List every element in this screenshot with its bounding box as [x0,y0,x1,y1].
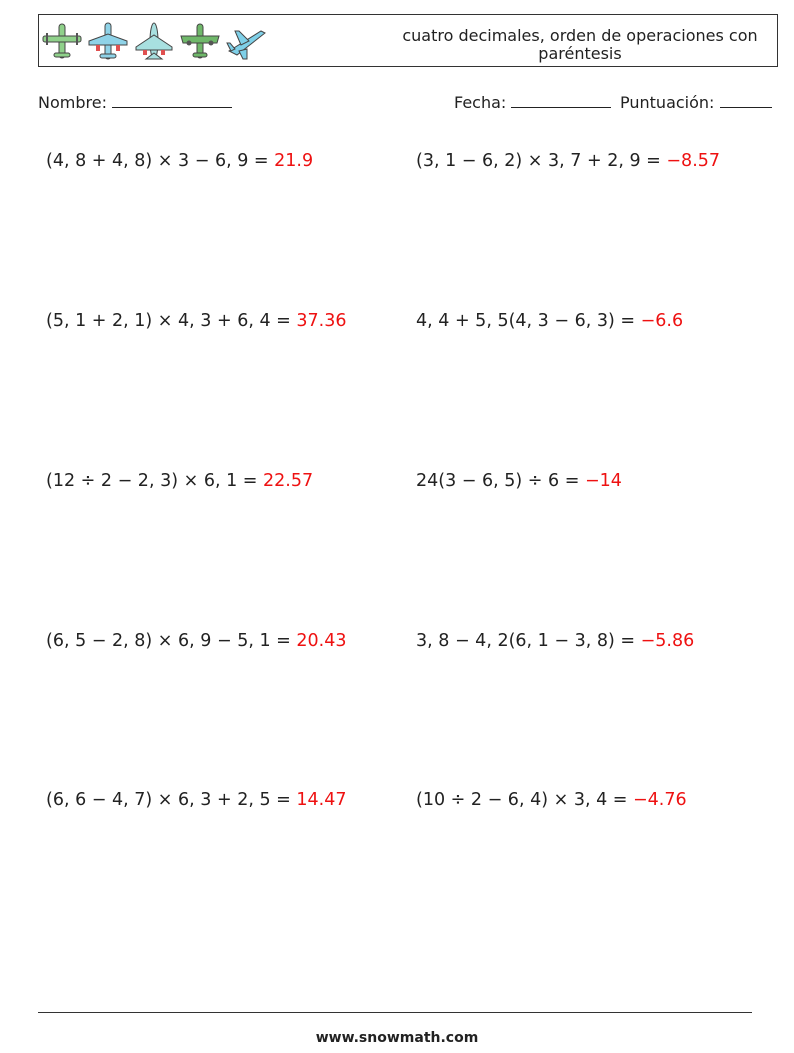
problem-expression: (6, 5 − 2, 8) × 6, 9 − 5, 1 = [46,631,297,651]
problem-expression: (4, 8 + 4, 8) × 3 − 6, 9 = [46,151,275,171]
airplane-icon-green [41,21,83,61]
airplane-icon-teal [133,21,175,61]
problem-8 [416,631,694,651]
footer-website[interactable]: www.snowmath.com [315,1030,479,1046]
problem-7 [46,631,347,651]
problem-expression: (5, 1 + 2, 1) × 4, 3 + 6, 4 = [46,311,297,331]
airplane-icons [41,19,267,63]
problem-answer: −6.6 [640,311,684,331]
problem-answer: −4.76 [633,790,687,810]
problem-answer: 14.47 [296,790,347,810]
name-blank[interactable] [112,93,232,108]
worksheet-title: cuatro decimales, orden de operaciones con paréntesis [402,26,758,63]
problem-expression: 24(3 − 6, 5) ÷ 6 = [416,471,585,491]
footer-divider [38,1012,752,1013]
worksheet-header [38,14,778,67]
date-field [454,93,611,112]
score-blank[interactable] [720,93,772,108]
problem-6 [416,471,622,491]
problem-answer: 37.36 [296,311,347,331]
airplane-icon-olive [179,21,221,61]
problem-expression: (6, 6 − 4, 7) × 6, 3 + 2, 5 = [46,790,297,810]
date-label: Fecha: [454,93,507,112]
problem-5 [46,471,313,491]
problem-expression: 4, 4 + 5, 5(4, 3 − 6, 3) = [416,311,641,331]
problem-answer: −5.86 [640,631,695,651]
problem-expression: (12 ÷ 2 − 2, 3) × 6, 1 = [46,471,263,491]
problem-3 [46,311,347,331]
problem-answer: 22.57 [263,471,314,491]
date-blank[interactable] [511,93,611,108]
problem-answer: −14 [584,471,622,491]
problem-expression: 3, 8 − 4, 2(6, 1 − 3, 8) = [416,631,641,651]
name-field [38,93,232,112]
problem-2 [416,151,720,171]
problem-answer: 21.9 [274,151,314,171]
jet-icon-cyan [225,21,267,61]
problem-10 [416,790,687,810]
airplane-icon-blue [87,21,129,61]
score-label: Puntuación: [620,93,715,112]
problem-9 [46,790,347,810]
name-label: Nombre: [38,93,107,112]
problem-answer: 20.43 [296,631,347,651]
score-field [620,93,772,112]
problem-4 [416,311,683,331]
problem-answer: −8.57 [666,151,721,171]
problem-expression: (3, 1 − 6, 2) × 3, 7 + 2, 9 = [416,151,667,171]
problem-expression: (10 ÷ 2 − 6, 4) × 3, 4 = [416,790,633,810]
problem-1 [46,151,313,171]
